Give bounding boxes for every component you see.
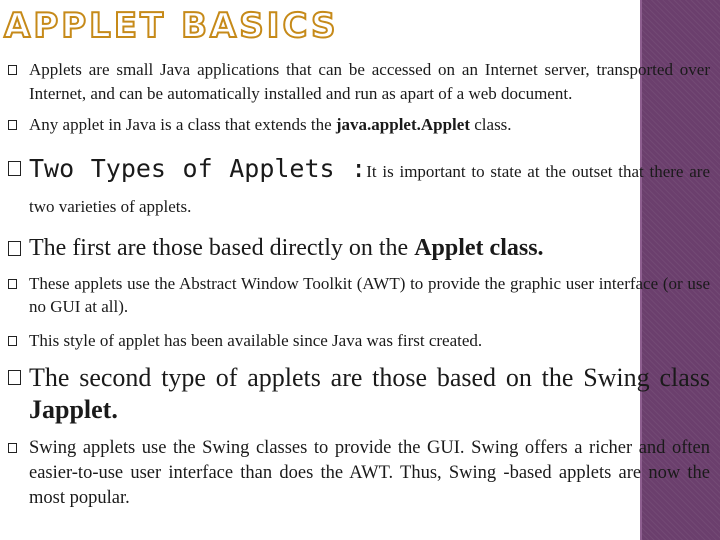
applet-class-name: java.applet.Applet [335, 115, 470, 134]
bullet-swing-applets [6, 436, 710, 511]
types-intro: It is important to state at the outset that there are two varieties of applets. [29, 161, 710, 216]
square-bullet-icon [8, 370, 21, 385]
square-bullet-icon [8, 161, 21, 176]
types-heading-item [6, 153, 710, 223]
bullet-first-type [6, 233, 710, 263]
bullet-text: These applets use the Abstract Window Toolkit (AWT) to provide the graphic user interface (or use no GUI at all). [29, 273, 710, 316]
bullet-text: The second type of applets are those based on the Swing class [29, 363, 710, 392]
slide-title: APPLET BASICS [4, 6, 339, 46]
square-bullet-icon [8, 65, 17, 75]
slide-content [6, 58, 710, 511]
types-heading: Two Types of Applets : [29, 153, 367, 183]
applet-class-bold: Applet class. [414, 234, 544, 261]
square-bullet-icon [8, 279, 17, 289]
bullet-text: Applets are small Java applications that can be accessed on an Internet server, transported over Internet, and can be automatically installed and run as apart of a web document. [29, 60, 710, 103]
bullet-text: The first are those based directly on the [29, 234, 415, 261]
square-bullet-icon [8, 443, 17, 453]
bullet-applet-class [6, 113, 710, 137]
square-bullet-icon [8, 120, 17, 130]
bullet-applets-definition [6, 58, 710, 105]
bullet-text: Swing applets use the Swing classes to provide the GUI. Swing offers a richer and often easier-to-use user interface than does the AWT. Thus, Swing -based applets are now the most popular. [29, 438, 710, 508]
bullet-awt-applets [6, 272, 710, 319]
bullet-second-type [6, 362, 710, 426]
bullet-awt-history [6, 329, 710, 353]
japplet-class-bold: Japplet. [29, 395, 118, 424]
bullet-text: This style of applet has been available since Java was first created. [29, 330, 483, 350]
bullet-text-end: class. [470, 115, 512, 134]
square-bullet-icon [8, 241, 21, 256]
bullet-text: Any applet in Java is a class that extends the [29, 115, 336, 134]
square-bullet-icon [8, 336, 17, 346]
